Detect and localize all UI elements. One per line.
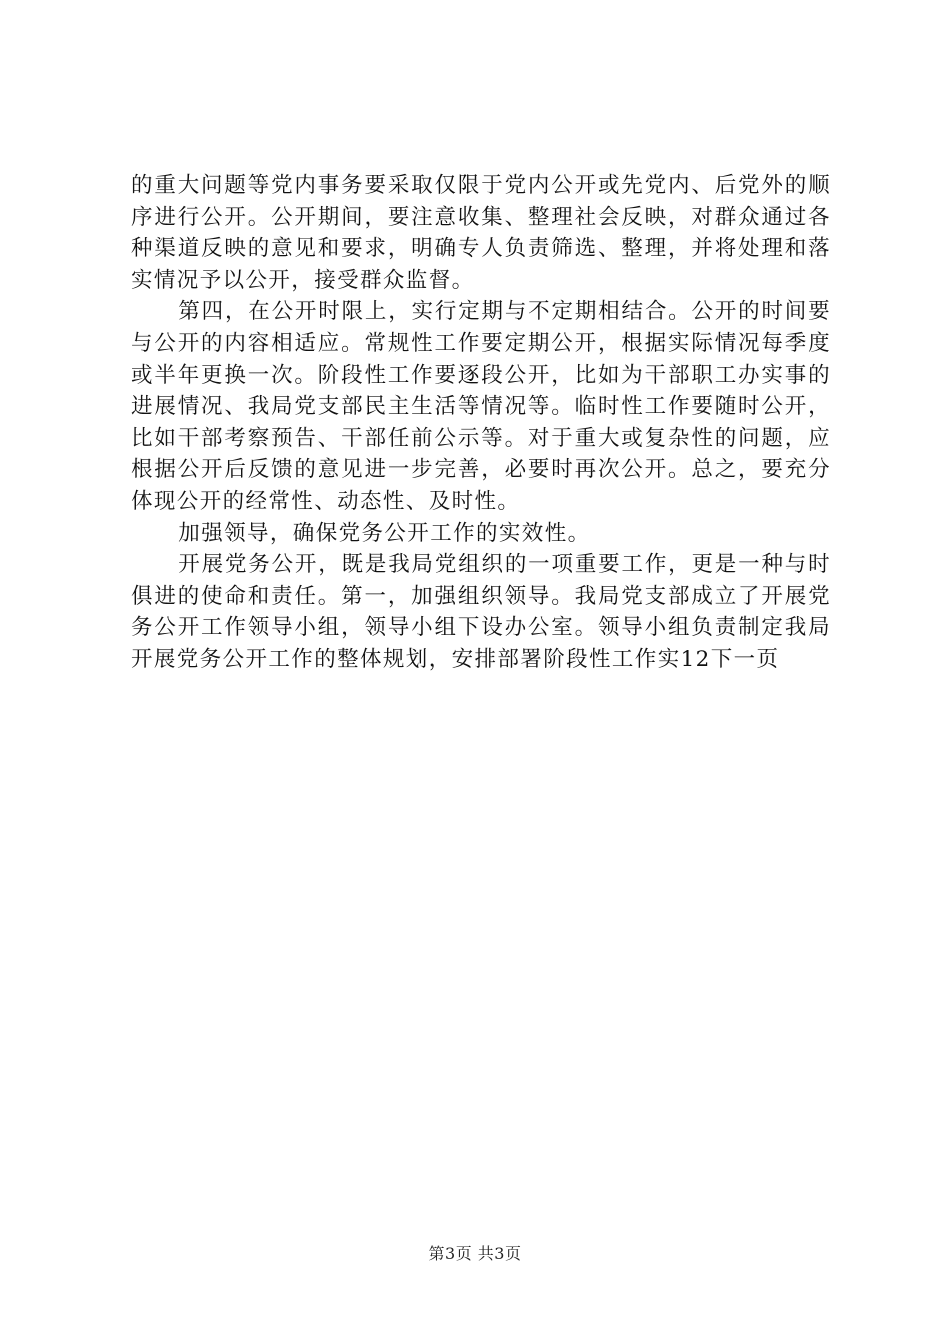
- page-number-footer: 第3页 共3页: [428, 1244, 522, 1263]
- paragraph-1: 的重大问题等党内事务要采取仅限于党内公开或先党内、后党外的顺序进行公开。公开期间，要注意收集、整理社会反映，对群众通过各种渠道反映的意见和要求，明确专人负责筛选、整理，并将处理和落实情况予以公开，接受群众监督。: [131, 173, 831, 293]
- paragraph-2: 第四，在公开时限上，实行定期与不定期相结合。公开的时间要与公开的内容相适应。常规性工作要定期公开，根据实际情况每季度或半年更换一次。阶段性工作要逐段公开，比如为干部职工办实事的进展情况、我局党支部民主生活等情况等。临时性工作要随时公开，比如干部考察预告、干部任前公示等。对于重大或复杂性的问题，应根据公开后反馈的意见进一步完善，必要时再次公开。总之，要充分体现公开的经常性、动态性、及时性。: [131, 299, 831, 514]
- section-heading: 加强领导，确保党务公开工作的实效性。: [178, 520, 591, 546]
- document-body: [131, 170, 831, 676]
- paragraph-3: 开展党务公开，既是我局党组织的一项重要工作，更是一种与时俱进的使命和责任。第一，加强组织领导。我局党支部成立了开展党务公开工作领导小组，领导小组下设办公室。领导小组负责制定我局开展党务公开工作的整体规划，安排部署阶段性工作实12下一页: [131, 552, 831, 672]
